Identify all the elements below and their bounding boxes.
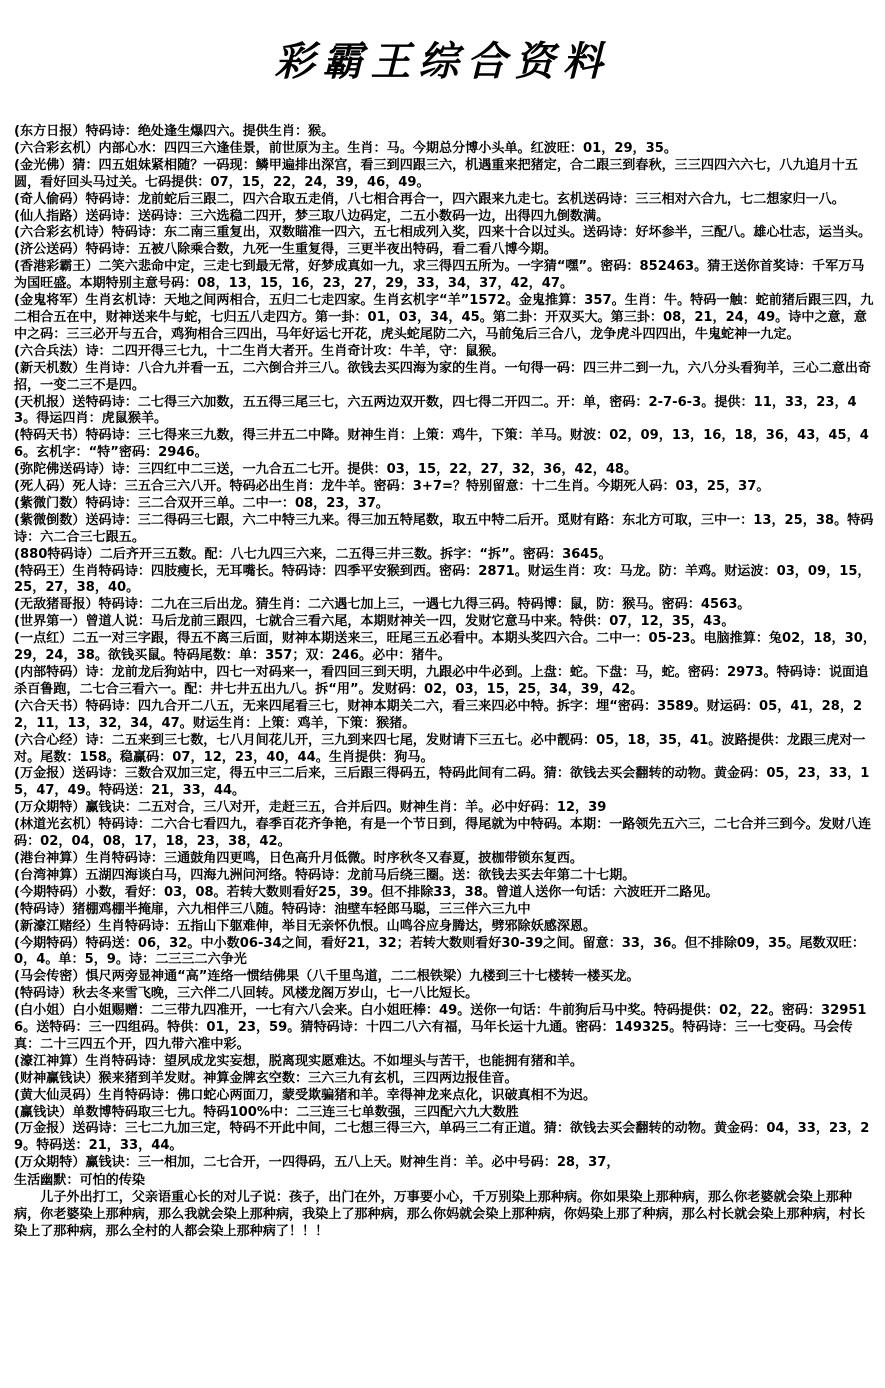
entry-paragraph: (万金报）送码诗：三数合双加三定，得五中三二后来，三后跟三得码五，特码此间有二码。猜：欲钱去买会翻转的动物。黄金码：05，23，33，15，47，49。特码送：21，33，44。 xyxy=(14,766,870,799)
entry-paragraph: (濠江神算）生肖特码诗：望夙成龙实妄想，脱离现实愿难达。不如埋头与苦干，也能拥有猪和羊。 xyxy=(14,1053,584,1069)
entry-paragraph: (东方日报）特码诗：绝处逢生爆四六。提供生肖：猴。 xyxy=(14,124,335,139)
humor-body: 儿子外出打工，父亲语重心长的对儿子说：孩子，出门在外，万事要小心，千万别染上那种病。你如果染上那种病，那么你老婆就会染上那种病，你老婆染上那种病，那么我就会染上那种病，我染上了那种病，那么你妈就会染上那种病，你妈染上那了种病，那么村长就会染上那种病，村长染上了那种病，那么全村的人都会染上那种病了！！！ xyxy=(14,1190,866,1240)
entry-paragraph: (弥陀佛送码诗）诗：三四红中二三送，一九合五二七开。提供：03，15，22，27，32，36，42，48。 xyxy=(14,462,638,478)
entry-paragraph: (财神赢钱诀）猴来猪到羊发财。神算金牌玄空数：三六三九有玄机，三四两边报佳音。 xyxy=(14,1070,518,1086)
entry-paragraph: (万众期特）赢钱诀：二五对合，三八对开，走赶三五，合并后四。财神生肖：羊。必中好码：12，39 xyxy=(14,800,607,816)
entry-paragraph: (紫微门数）特码诗：三二合双开三单。二中一：08，23，37。 xyxy=(14,495,389,511)
entry-paragraph: (新天机数）生肖诗：八合九并看一五，二六倒合并三八。欲钱去买四海为家的生肖。一句得一码：四三井二到一九，六八分头看狗羊，三心二意出奇招，一变二三不是四。 xyxy=(14,360,872,393)
entry-paragraph: (六合彩玄机）内部心水：四四三六逢佳景，前世原为主。生肖：马。今期总分博小头单。红波旺：01，29，35。 xyxy=(14,140,677,156)
entry-paragraph: (金光佛）猜：四五姐妹紧相随？一码现：鳞甲遍排出深宫，看三到四跟三六，机遇重来把猪定，合二跟三到春秋，三三四四六六七，八九追月十五圆，看好回头马过关。七码提供：07，15，22，24，39，46，49。 xyxy=(14,157,858,190)
entry-paragraph: (今期特码）特码送：06，32。中小数06-34之间，看好21，32；若转大数则看好30-39之间。留意：33，36。但不排除09，35。尾数双旺：0，4。单：5，9。诗：二三三二六争光 xyxy=(14,935,865,968)
entry-paragraph: (今期特码）小数，看好：03，08。若转大数则看好25，39。但不排除33，38。曾道人送你一句话：六波旺开二路见。 xyxy=(14,884,719,900)
entry-paragraph: (万金报）送码诗：三七二九加三定，特码不开此中间，二七想三得三六，单码三二有正道。猜：欲钱去买会翻转的动物。黄金码：04，33，23，29。特码送：21，33，44。 xyxy=(14,1121,870,1154)
entry-paragraph: (白小姐）白小姐赐赠：二三带九四准开，一七有六八会来。白小姐旺棒：49。送你一句话：牛前狗后马中奖。特码提供：02，22。密码：329516。送特码：三一四组码。特供：01，23，59。猜特码诗：十四二八六有福，马年长运十九通。密码：149325。特码诗：三一七变码。马会传真：二十三四五个开，四九带六准中彩。 xyxy=(14,1003,867,1052)
entry-paragraph: (新濠江赌经）生肖特码诗：五指山下躯难伸，举目无亲怀仇恨。山鸣谷应身腾达，劈邪除妖感深恩。 xyxy=(14,918,597,934)
entry-paragraph: (黄大仙灵码）生肖特码诗：佛口蛇心两面刀，蒙受欺骗猪和羊。幸得神龙来点化，识破真相不为迟。 xyxy=(14,1087,597,1103)
entry-paragraph: (内部特码）诗：龙前龙后狗站中，四七一对码来一，看四回三到天明，九跟必中牛必到。上盘：蛇。下盘：马，蛇。密码：2973。特码诗：说面追杀百鲁跑，二七合三看六一。配：井七井五出九八。拆“用”。发财码：02，03，15，25，34，39，42。 xyxy=(14,665,869,697)
entry-paragraph: (880特码诗）二后齐开三五数。配：八七九四三六来，二五得三井三数。拆字：“拆”。密码：3645。 xyxy=(14,546,612,562)
entry-paragraph: (仙人指路）送码诗：送码诗：三六选稳二四开，梦三取八边码定，二五小数码一边，出得四九倒数满。 xyxy=(14,208,610,224)
entry-paragraph: (特码诗）秋去冬来雪飞晚，三六伴二八回转。风楼龙阁万岁山，七一八比短长。 xyxy=(14,986,479,1002)
entry-paragraph: (奇人偷码）特码诗：龙前蛇后三跟二，四六合取五走俏，八七相合再合一，四六跟来九走七。玄机送码诗：三三相对六合九，七二想家归一八。 xyxy=(14,191,845,207)
entry-paragraph: (六合彩玄机诗）特码诗：东二南三重复出，双数瞄准一四六，五七相成列入奖，四来十合以过头。送码诗：好坏参半，三配八。雄心壮志，运当头。 xyxy=(14,225,872,241)
entry-paragraph: (天机报）送特码诗：二七得三六加数，五五得三尾三七，六五两边双开数，四七得二开四二。开：单，密码：2-7-6-3。提供：11，33，23，43。得运四肖：虎鼠猴羊。 xyxy=(14,394,857,427)
entry-paragraph: (台湾神算）五湖四海谈白马，四海九洲问河络。特码诗：龙前马后绕三圈。送：欲钱去买去年第二十七期。 xyxy=(14,867,636,883)
page-title: 彩霸王综合资料 xyxy=(274,38,611,85)
entry-paragraph: (赢钱诀）单数博特码取三七九。特码100%中：二三连三七单数强，三四配六九大数胜 xyxy=(14,1104,519,1120)
entry-paragraph: (六合天书）特码诗：四九合开二八五，无来四尾看三七，财神本期关二六，看三来四必中特。拆字：埋“密码：3589。财运码：05，41，28，22，11，13，32，34，47。财运生肖：上策：鸡羊，下策：猴猪。 xyxy=(14,698,863,731)
entry-paragraph: (金鬼将军）生肖玄机诗：天地之间两相合，五归二七走四家。生肖玄机字“羊”1572。金鬼推算：357。生肖：牛。特码一触：蛇前猪后跟三四，九二相合五在中，财神送来牛与蛇，七归五八走四方。第一卦：01，03，34，45。第二卦：开双买大。第三卦：08，21，24，49。诗中之意，意中之码：三三必开与五合，鸡狗相合三四出，马年好运七开花，虎头蛇尾防二六，马前兔后三合八，龙争虎斗四四出，牛鬼蛇神一九定。 xyxy=(14,293,874,342)
entry-paragraph: (一点红）二五一对三字跟，得五不离三后面，财神本期送来三，旺尾三五必看中。本期头奖四六合。二中一：05-23。电脑推算：兔02，18，30，29，24，38。欲钱买鼠。特码尾数：单：357；双：246。必中：猪牛。 xyxy=(14,631,876,664)
entry-paragraph: (六合兵法）诗：二四开得三七九，十二生肖大者开。生肖奇计攻：牛羊，守：鼠猴。 xyxy=(14,343,505,359)
entry-paragraph: (世界第一）曾道人说：马后龙前三跟四，七就合三看六尾，本期财神关一四，发财它意马中来。特供：07，12，35，43。 xyxy=(14,614,735,630)
humor-title: 生活幽默：可怕的传染 xyxy=(14,1173,145,1189)
entry-paragraph: (特码王）生肖特码诗：四肢瘦长，无耳嘴长。特码诗：四季平安猴到西。密码：2871。财运生肖：攻：马龙。防：羊鸡。财运波：03，09，15，25，27，38，40。 xyxy=(14,563,871,596)
entry-paragraph: (济公送码）特码诗：五被八除乘合数，九死一生重复得，三更半夜出特码，看二看八博今期。 xyxy=(14,242,557,258)
entry-paragraph: (紫微倒数）送码诗：三二得码三七跟，六二中特三九来。得三加五特尾数，取五中特二后开。觅财有路：东北方可取，三中一：13，25，38。特码诗：六二合三七跟五。 xyxy=(14,512,874,545)
entry-list xyxy=(14,124,876,1172)
document-body xyxy=(14,124,876,1240)
entry-paragraph: (特码诗）猪棚鸡棚半掩扉，六九相伴三八随。特码诗：油壁车轻郎马聪，三三伴六三九中 xyxy=(14,901,531,917)
entry-paragraph: (特码天书）特码诗：三七得来三九数，得三井五二中降。财神生肖：上策：鸡牛，下策：羊马。财波：02，09，13，16，18，36，43，45，46。玄机字：“特”密码：2946。 xyxy=(14,428,869,461)
entry-paragraph: (马会传密）惧尺两旁显神通“高”连络一惯结佛果（八千里鸟道，二二根铁梁）九楼到三十七楼转一楼买龙。 xyxy=(14,969,640,985)
entry-paragraph: (万众期特）赢钱诀：三一相加，二七合开，一四得码，五八上天。财神生肖：羊。必中号码：28，37， xyxy=(14,1155,620,1171)
entry-paragraph: (香港彩霸王）二笑六悲命中定，三走七到最无常，好梦成真如一九，求三得四五所为。一字猜“嘿”。密码：852463。猜王送你首奖诗：千军万马为国旺盛。本期特别主意号码：08，13，15，16，23，27，29，33，34，37，42，47。 xyxy=(14,259,865,292)
entry-paragraph: (死人码）死人诗：三五合三六八开。特码必出生肖：龙牛羊。密码：3+7=？特别留意：十二生肖。今期死人码：03，25，37。 xyxy=(14,479,770,495)
entry-paragraph: (港台神算）生肖特码诗：三通鼓角四更鸣，日色高升月低微。时序秋冬又春夏，披枷带锁东复西。 xyxy=(14,850,584,866)
entry-paragraph: (六合心经）诗：二五来到三七数，七八月间花儿开，三九到来四七尾，发财请下三五七。必中靓码：05，18，35，41。波路提供：龙跟三虎对一对。尾数：158。稳赢码：07，12，23，40，44。生肖提供：狗马。 xyxy=(14,732,866,765)
entry-paragraph: (无敌猪哥报）特码诗：二九在三后出龙。猜生肖：二六遇七加上三，一遇七九得三码。特码博：鼠，防：猴马。密码：4563。 xyxy=(14,597,751,613)
entry-paragraph: (林道光玄机）特码诗：二六合七看四九，春季百花齐争艳，有是一个节日到，得尾就为中特码。本期：一路领先五六三，二七合并三到今。发财八连码：02，04，08，17，18，23，38，42。 xyxy=(14,817,872,850)
